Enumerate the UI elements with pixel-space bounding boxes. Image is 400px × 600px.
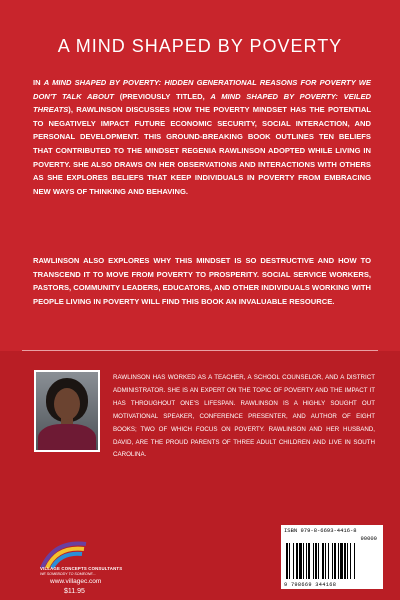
- blurb-p1-rest: ), RAWLINSON DISCUSSES HOW THE POVERTY MINDSET HAS THE POTENTIAL TO NEGATIVELY IMPACT FUTURE ECONOMIC SECURITY, SOCIAL INTERACTION, AND PERSONAL DEVELOPMENT. THIS GROUND-BREAKING BOOK OUTLINES TEN BELIEFS THAT CONTRIBUTED TO THE MINDSET REGENIA RAWLINSON ADOPTED WHILE LIVING IN POVERTY. SHE ALSO DRAWS ON HER OBSERVATIONS AND INTERACTIONS WITH OTHERS AS SHE EXPLORES BELIEFS THAT KEEP INDIVIDUALS IN POVERTY FROM EMBRACING NEW WAYS OF THINKING AND BEHAVING.: [33, 105, 371, 196]
- price: $11.95: [64, 588, 85, 595]
- isbn-label: ISBN 979-8-6693-4416-8: [284, 527, 357, 534]
- publisher-tagline: WE SOMEBODY TO SOMEONE...: [40, 572, 96, 576]
- blurb-p1-mid: (PREVIOUSLY TITLED,: [114, 91, 211, 101]
- publisher-name: VILLAGE CONCEPTS CONSULTANTS: [40, 566, 123, 571]
- barcode-number: 9 798669 344168: [284, 582, 337, 588]
- author-photo: [34, 370, 100, 452]
- publisher-url: www.villagec.com: [50, 578, 102, 585]
- blurb-paragraph-2: RAWLINSON ALSO EXPLORES WHY THIS MINDSET IS SO DESTRUCTIVE AND HOW TO TRANSCEND IT TO MOVE FROM POVERTY TO PROSPERITY. SOCIAL SERVICE WORKERS, PASTORS, COMMUNITY LEADERS, EDUCATORS, AND OTHER INDIVIDUALS WORKING WITH PEOPLE LIVING IN POVERTY WILL FIND THIS BOOK AN INVALUABLE RESOURCE.: [33, 256, 371, 306]
- author-bio: RAWLINSON HAS WORKED AS A TEACHER, A SCHOOL COUNSELOR, AND A DISTRICT ADMINISTRATOR. SHE IS AN EXPERT ON THE TOPIC OF POVERTY AND THE IMPACT IT HAS THROUGHOUT ONE'S LIFESPAN. RAWLINSON IS A HIGHLY SOUGHT OUT MOTIVATIONAL SPEAKER, CONFERENCE PRESENTER, AND AUTHOR OF EIGHT BOOKS; TWO OF WHICH FOCUS ON POVERTY. RAWLINSON AND HER HUSBAND, DAVID, ARE THE PROUD PARENTS OF THREE ADULT CHILDREN AND LIVE IN SOUTH CAROLINA.: [113, 374, 375, 459]
- barcode-box: [281, 525, 383, 589]
- blurb-paragraph-1: [33, 76, 371, 198]
- price-code: 90000: [360, 535, 377, 542]
- blurb-p1-lead: IN: [33, 78, 44, 87]
- book-title: A MIND SHAPED BY POVERTY: [57, 36, 343, 56]
- blurb-p1-italic-prev-title: A MIND SHAPED BY POVERTY: VEILED THREATS: [33, 91, 372, 115]
- barcode-icon: [285, 543, 379, 579]
- blurb-p1-italic-title: A MIND SHAPED BY POVERTY: HIDDEN GENERATIONAL REASONS FOR POVERTY WE DON'T TALK ABOUT: [33, 78, 371, 101]
